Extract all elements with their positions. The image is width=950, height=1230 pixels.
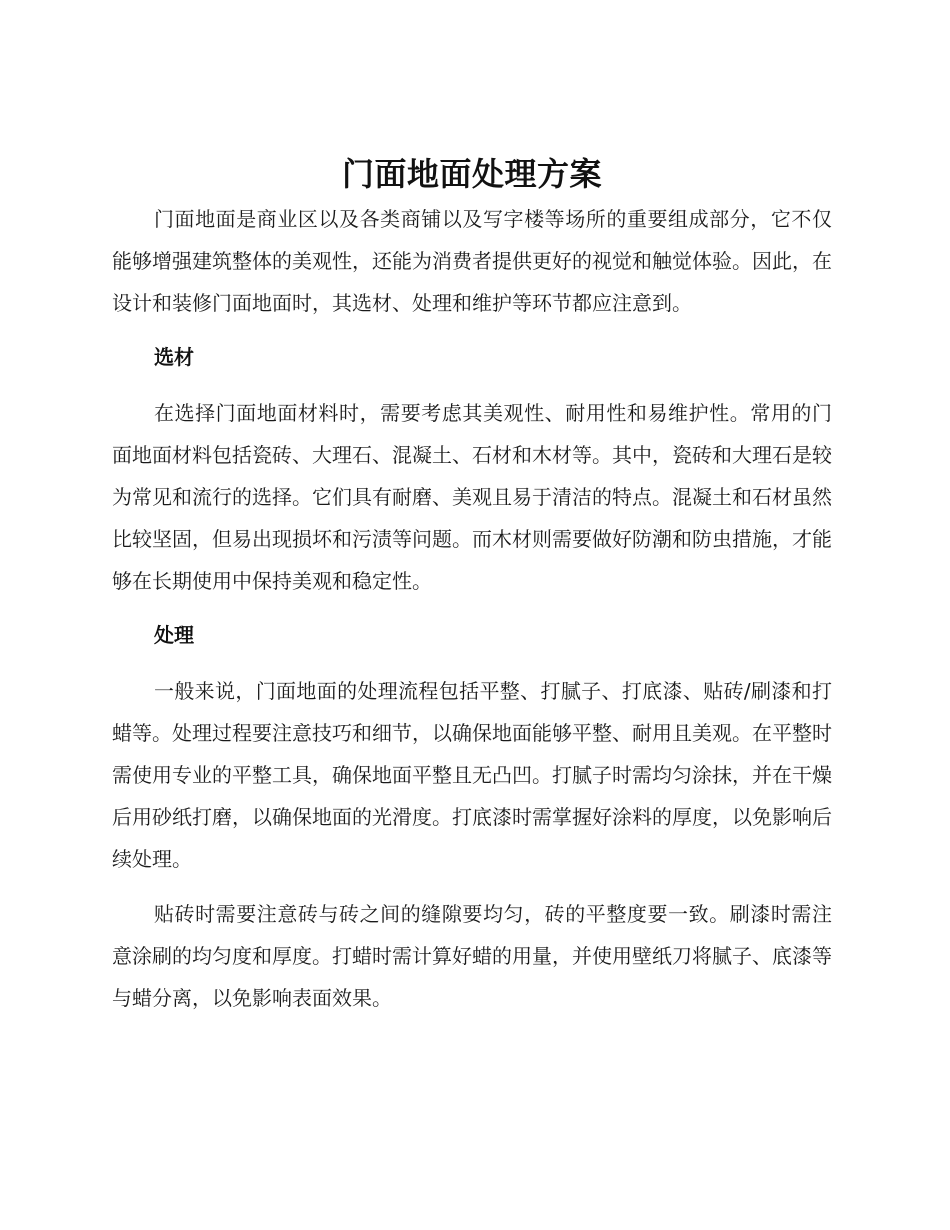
section-heading-treatment: 处理: [154, 623, 194, 647]
document-page: [112, 150, 832, 1019]
treatment-paragraph-1: 一般来说，门面地面的处理流程包括平整、打腻子、打底漆、贴砖/刷漆和打蜡等。处理过程要注意技巧和细节，以确保地面能够平整、耐用且美观。在平整时需使用专业的平整工具，确保地面平整且无凸凹。打腻子时需均匀涂抹，并在干燥后用砂纸打磨，以确保地面的光滑度。打底漆时需掌握好涂料的厚度，以免影响后续处理。: [112, 679, 832, 871]
intro-paragraph: 门面地面是商业区以及各类商铺以及写字楼等场所的重要组成部分，它不仅能够增强建筑整体的美观性，还能为消费者提供更好的视觉和触觉体验。因此，在设计和装修门面地面时，其选材、处理和维护等环节都应注意到。: [112, 207, 832, 315]
treatment-paragraph-2: 贴砖时需要注意砖与砖之间的缝隙要均匀，砖的平整度要一致。刷漆时需注意涂刷的均匀度和厚度。打蜡时需计算好蜡的用量，并使用壁纸刀将腻子、底漆等与蜡分离，以免影响表面效果。: [112, 902, 832, 1010]
section-heading-material: 选材: [154, 345, 194, 369]
material-paragraph: 在选择门面地面材料时，需要考虑其美观性、耐用性和易维护性。常用的门面地面材料包括瓷砖、大理石、混凝土、石材和木材等。其中，瓷砖和大理石是较为常见和流行的选择。它们具有耐磨、美观且易于清洁的特点。混凝土和石材虽然比较坚固，但易出现损坏和污渍等问题。而木材则需要做好防潮和防虫措施，才能够在长期使用中保持美观和稳定性。: [112, 401, 832, 593]
document-title: 门面地面处理方案: [341, 155, 602, 193]
